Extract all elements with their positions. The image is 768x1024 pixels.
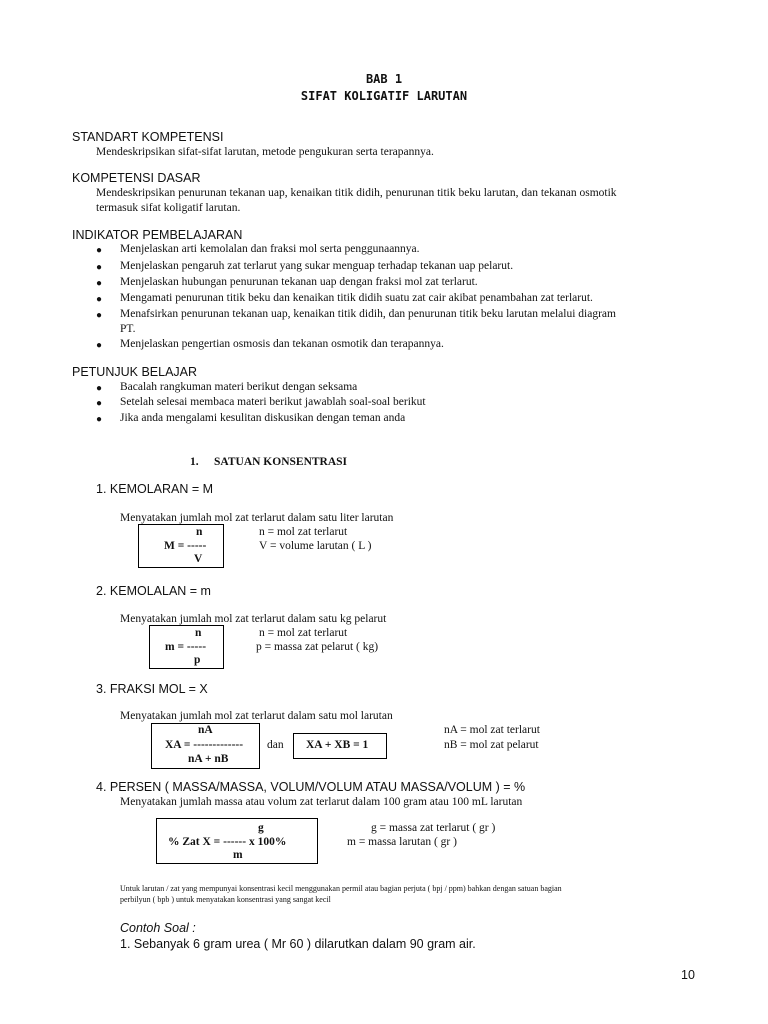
standar-heading: STANDART KOMPETENSI xyxy=(72,130,224,144)
indikator-item: Menjelaskan pengaruh zat terlarut yang sukar menguap terhadap tekanan uap pelarut. xyxy=(120,260,514,272)
formula-note: V = volume larutan ( L ) xyxy=(259,540,372,552)
footnote-line-2: perbilyun ( bpb ) untuk menyatakan konsentrasi yang sangat kecil xyxy=(120,895,331,904)
persen-desc: Menyatakan jumlah massa atau volum zat terlarut dalam 100 gram atau 100 mL larutan xyxy=(120,796,523,808)
persen-heading: 4. PERSEN ( MASSA/MASSA, VOLUM/VOLUM ATAU MASSA/VOLUM ) = % xyxy=(96,780,526,794)
fraksi-heading: 3. FRAKSI MOL = X xyxy=(96,682,208,696)
footnote-line-1: Untuk larutan / zat yang mempunyai konsentrasi kecil menggunakan permil atau bagian perjuta ( bpj / ppm) bahkan dengan satuan bagian xyxy=(120,884,562,893)
bullet-icon: ● xyxy=(96,294,103,305)
dasar-heading: KOMPETENSI DASAR xyxy=(72,171,201,185)
formula-lhs: XA = ------------- xyxy=(165,739,244,751)
formula-denominator: nA + nB xyxy=(188,753,229,765)
formula-numerator: n xyxy=(196,526,203,538)
bullet-icon: ● xyxy=(96,245,103,256)
indikator-item: Menjelaskan pengertian osmosis dan tekanan osmotik dan terapannya. xyxy=(120,338,444,350)
bullet-icon: ● xyxy=(96,278,103,289)
kemolaran-desc: Menyatakan jumlah mol zat terlarut dalam satu liter larutan xyxy=(120,512,394,524)
bullet-icon: ● xyxy=(96,340,103,351)
bullet-icon: ● xyxy=(96,398,103,409)
section-number: 1. xyxy=(190,456,199,468)
kemolalan-heading: 2. KEMOLALAN = m xyxy=(96,584,211,598)
chapter-label: BAB 1 xyxy=(365,72,403,86)
formula-numerator: g xyxy=(258,822,264,834)
kemolalan-desc: Menyatakan jumlah mol zat terlarut dalam satu kg pelarut xyxy=(120,613,387,625)
formula-numerator: n xyxy=(195,627,202,639)
formula-lhs: m = ----- xyxy=(165,641,207,653)
bullet-icon: ● xyxy=(96,262,103,273)
contoh-item: 1. Sebanyak 6 gram urea ( Mr 60 ) dilarutkan dalam 90 gram air. xyxy=(120,937,476,951)
bullet-icon: ● xyxy=(96,414,103,425)
formula-note: nB = mol zat pelarut xyxy=(444,739,539,751)
formula-note: m = massa larutan ( gr ) xyxy=(347,836,457,848)
contoh-heading: Contoh Soal : xyxy=(120,921,196,935)
formula-denominator: p xyxy=(194,654,201,666)
fraksi-desc: Menyatakan jumlah mol zat terlarut dalam satu mol larutan xyxy=(120,710,393,722)
kemolaran-heading: 1. KEMOLARAN = M xyxy=(96,482,214,496)
indikator-item: Menjelaskan arti kemolalan dan fraksi mol serta penggunaannya. xyxy=(120,243,420,255)
sum-formula: XA + XB = 1 xyxy=(306,739,369,751)
formula-denominator: m xyxy=(233,849,243,861)
petunjuk-heading: PETUNJUK BELAJAR xyxy=(72,365,198,379)
petunjuk-item: Jika anda mengalami kesulitan diskusikan dengan teman anda xyxy=(120,412,406,424)
indikator-heading: INDIKATOR PEMBELAJARAN xyxy=(72,228,243,242)
formula-note: g = massa zat terlarut ( gr ) xyxy=(371,822,496,834)
formula-lhs: M = ----- xyxy=(164,540,207,552)
formula-lhs: % Zat X = ------ x 100% xyxy=(168,836,287,848)
formula-note: p = massa zat pelarut ( kg) xyxy=(256,641,379,653)
standar-text: Mendeskripsikan sifat-sifat larutan, metode pengukuran serta terapannya. xyxy=(96,146,434,158)
page-number: 10 xyxy=(681,968,695,982)
formula-connector: dan xyxy=(267,739,284,751)
dasar-line-1: Mendeskripsikan penurunan tekanan uap, kenaikan titik didih, penurunan titik beku larutan, dan tekanan osmotik xyxy=(96,187,617,199)
indikator-item-continued: PT. xyxy=(120,323,136,335)
petunjuk-item: Bacalah rangkuman materi berikut dengan seksama xyxy=(120,381,358,393)
dasar-line-2: termasuk sifat koligatif larutan. xyxy=(96,202,241,214)
bullet-icon: ● xyxy=(96,383,103,394)
formula-denominator: V xyxy=(194,553,203,565)
chapter-title: SIFAT KOLIGATIF LARUTAN xyxy=(300,89,468,103)
formula-note: n = mol zat terlarut xyxy=(259,627,348,639)
formula-numerator: nA xyxy=(198,724,213,736)
indikator-item: Mengamati penurunan titik beku dan kenaikan titik didih suatu zat cair akibat penambahan zat terlarut. xyxy=(120,292,593,304)
indikator-item: Menjelaskan hubungan penurunan tekanan uap dengan fraksi mol zat terlarut. xyxy=(120,276,478,288)
formula-note: nA = mol zat terlarut xyxy=(444,724,540,736)
bullet-icon: ● xyxy=(96,310,103,321)
formula-note: n = mol zat terlarut xyxy=(259,526,348,538)
section-title: SATUAN KONSENTRASI xyxy=(214,456,348,468)
petunjuk-item: Setelah selesai membaca materi berikut jawablah soal-soal berikut xyxy=(120,396,426,408)
indikator-item: Menafsirkan penurunan tekanan uap, kenaikan titik didih, dan penurunan titik beku larutan melalui diagram xyxy=(120,308,616,320)
